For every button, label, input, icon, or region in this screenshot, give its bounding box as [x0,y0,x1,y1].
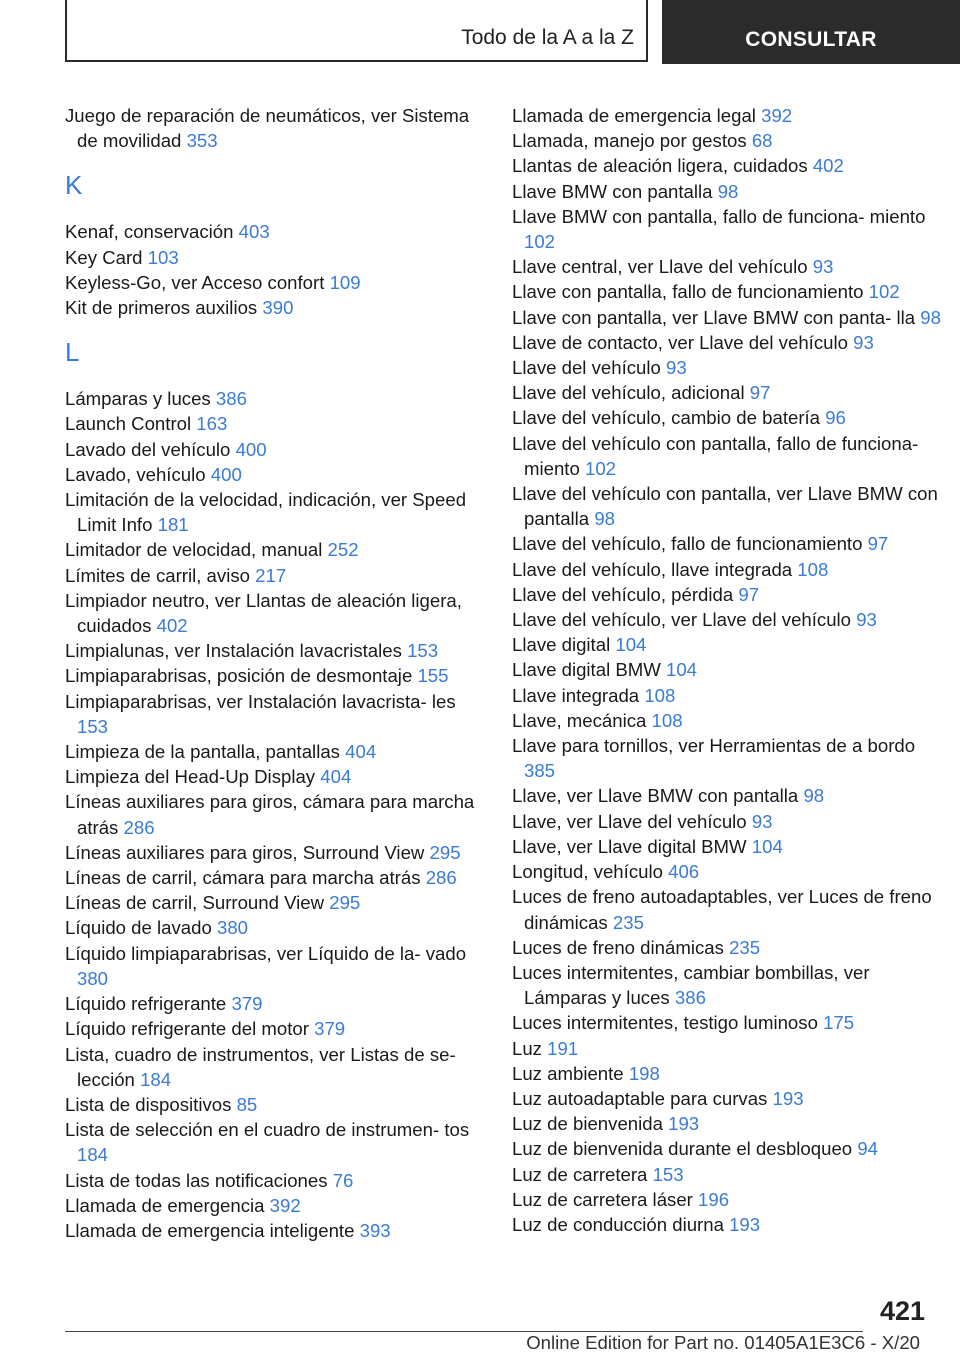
page-link[interactable]: 102 [524,231,556,253]
index-entry-text: Limpialunas, ver Instalación lavacristales [65,640,402,662]
page-link[interactable]: 153 [407,640,439,662]
index-entry-text: Keyless-Go, ver Acceso confort [65,271,325,293]
page-link[interactable]: 97 [738,583,760,605]
page-link[interactable]: 235 [612,911,644,933]
page-link[interactable]: 193 [668,1113,700,1135]
index-entry-text: Llamada de emergencia inteligente [65,1219,355,1241]
index-entry [512,330,942,355]
index-entry-text: Llave central, ver Llave del vehículo [512,256,808,278]
page-link[interactable]: 295 [329,892,361,914]
page-link[interactable]: 184 [77,1144,109,1166]
page-link[interactable]: 386 [674,987,706,1009]
index-entry [512,355,942,380]
index-entry-text: Llave del vehículo, adicional [512,382,745,404]
footer-edition: Online Edition for Part no. 01405A1E3C6 - X/20 [526,1332,920,1353]
index-entry [512,1136,942,1161]
index-entry [512,431,942,481]
index-entry-text: Luz de carretera [512,1163,648,1185]
page-link[interactable]: 98 [717,180,739,202]
page-link[interactable]: 153 [77,715,109,737]
page-link[interactable]: 108 [651,709,683,731]
index-entry [65,487,485,537]
index-entry-text: Limpieza de la pantalla, pantallas [65,741,340,763]
page-link[interactable]: 102 [868,281,900,303]
page-link[interactable]: 104 [615,634,647,656]
index-entry-text: Llave, ver Llave del vehículo [512,810,747,832]
index-entry [65,537,485,562]
index-entry-text: Llave digital [512,634,611,656]
index-entry [512,254,942,279]
page-link[interactable]: 295 [429,841,461,863]
index-entry-text: Key Card [65,246,143,268]
index-entry-text: Lista de todas las notificaciones [65,1169,328,1191]
page-link[interactable]: 104 [751,835,783,857]
index-entry [65,462,485,487]
index-entry [512,128,942,153]
page-link[interactable]: 402 [812,155,844,177]
index-entry [65,764,485,789]
page-link[interactable]: 379 [231,993,263,1015]
index-entry [512,632,942,657]
index-entry [512,935,942,960]
index-entry [65,1042,485,1092]
index-entry [65,588,485,638]
index-entry-text: Lista, cuadro de instrumentos, ver Listas de se‐ lección [65,1043,456,1090]
index-entry [512,834,942,859]
index-entry [512,1086,942,1111]
index-entry-text: Llave del vehículo, pérdida [512,583,734,605]
index-entry [512,179,942,204]
index-entry-text: Llave del vehículo, llave integrada [512,558,793,580]
index-entry [512,657,942,682]
index-entry-text: Limpiador neutro, ver Llantas de aleación ligera, cuidados [65,589,462,637]
page-link[interactable]: 155 [417,665,449,687]
section-letter: L [65,337,80,368]
index-entry-text: Luz de bienvenida durante el desbloqueo [512,1138,853,1160]
index-entry [512,733,942,783]
index-entry [512,1061,942,1086]
index-entry-text: Lista de selección en el cuadro de instrumen‐ tos [65,1119,470,1141]
index-entry-text: Luz de conducción diurna [512,1213,724,1235]
index-entry [65,1168,485,1193]
index-entry-text: Luz ambiente [512,1062,624,1084]
page-link[interactable]: 98 [920,306,941,328]
index-entry-text: Llantas de aleación ligera, cuidados [512,155,808,177]
index-entry [65,1016,485,1041]
index-entry-text: Lámparas y luces [65,388,211,410]
page-link[interactable]: 93 [812,256,834,278]
index-entry [512,557,942,582]
page-link[interactable]: 286 [425,867,457,889]
index-entry [512,708,942,733]
index-entry [512,204,942,254]
index-entry-text: Llave del vehículo con pantalla, ver Llave BMW con pantalla [512,483,938,530]
index-entry-text: Líquido limpiaparabrisas, ver Líquido de la‐ vado [65,942,467,964]
index-entry-text: Llave BMW con pantalla [512,180,713,202]
index-entry-text: Lista de dispositivos [65,1093,232,1115]
index-entry [512,1162,942,1187]
page-link[interactable]: 198 [628,1062,660,1084]
page-link[interactable]: 379 [314,1018,346,1040]
page-link[interactable]: 85 [236,1093,258,1115]
index-entry-text: Líquido refrigerante [65,993,227,1015]
index-entry-text: Luces intermitentes, cambiar bombillas, ver Lámparas y luces [512,961,870,1009]
index-entry [512,582,942,607]
index-entry [512,884,942,934]
index-entry-text: Llamada de emergencia [65,1194,265,1216]
page-link[interactable]: 98 [594,508,615,530]
index-entry [65,915,485,940]
index-entry-text: Llave del vehículo [512,357,661,379]
index-entry-text: Llave de contacto, ver Llave del vehículo [512,331,848,353]
index-entry [65,865,485,890]
index-entry-text: Llamada, manejo por gestos [512,130,747,152]
index-entry [512,380,942,405]
index-entry-text: Llave del vehículo, ver Llave del vehículo [512,609,852,631]
index-entry [512,783,942,808]
index-entry [65,840,485,865]
index-entry [65,295,485,320]
page-link[interactable]: 102 [584,457,617,479]
index-entry [65,941,485,991]
index-entry-text: Limpiaparabrisas, ver Instalación lavacrista‐ les [65,690,456,712]
index-entry-text: Líquido de lavado [65,917,212,939]
page-link[interactable]: 392 [269,1194,301,1216]
index-entry-text: Llave integrada [512,684,640,706]
index-entry-text: Luz de bienvenida [512,1113,663,1135]
index-entry-text: Llave con pantalla, fallo de funcionamiento [512,281,864,303]
page-link[interactable]: 175 [823,1012,855,1034]
index-entry-text: Llave del vehículo, cambio de batería [512,407,821,429]
index-entry-text: Luces intermitentes, testigo luminoso [512,1012,818,1034]
index-entry [512,103,942,128]
tab-consultar[interactable]: CONSULTAR [662,0,960,64]
index-entry-text: Launch Control [65,413,192,435]
page-link[interactable]: 380 [216,917,249,939]
index-entry-text: Límites de carril, aviso [65,564,250,586]
index-entry [65,739,485,764]
index-entry-text: Lavado del vehículo [65,438,231,460]
index-entry-text: Luces de freno autoadaptables, ver Luces de freno dinámicas [512,886,932,933]
page-link[interactable]: 193 [729,1213,761,1235]
index-entry-text: Luz [512,1037,542,1059]
index-entry [512,960,942,1010]
page-link[interactable]: 400 [235,438,267,460]
page-link[interactable]: 93 [856,609,877,631]
index-entry [512,1036,942,1061]
page-link[interactable]: 217 [255,564,287,586]
index-entry-text: Llamada de emergencia legal [512,105,756,126]
page-link[interactable]: 76 [332,1169,354,1191]
index-entry-text: Llave digital BMW [512,659,661,681]
page-link[interactable]: 163 [196,413,228,435]
index-entry [65,386,485,411]
page-link[interactable]: 103 [147,246,179,268]
index-entry-text: Llave con pantalla, ver Llave BMW con panta‐ lla [512,306,916,328]
page-link[interactable]: 93 [853,331,874,353]
index-entry [65,638,485,663]
index-entry-text: Luces de freno dinámicas [512,936,724,958]
index-entry [512,859,942,884]
index-entry-text: Llave del vehículo con pantalla, fallo de funciona‐ miento [512,432,919,479]
index-entry-text: Llave BMW con pantalla, fallo de funciona‐ miento [512,205,926,227]
page-link[interactable]: 108 [797,558,829,580]
index-entry-text: Llave, mecánica [512,709,647,731]
page-link[interactable]: 94 [857,1138,878,1160]
index-entry [65,663,485,688]
page-link[interactable]: 153 [652,1163,684,1185]
index-entry [65,1092,485,1117]
page-link[interactable]: 390 [262,297,294,319]
page-link[interactable]: 402 [156,615,188,637]
page-link[interactable]: 104 [665,659,698,681]
index-entry [512,607,942,632]
index-entry [512,279,942,304]
page-link[interactable]: 68 [751,130,773,152]
page-link[interactable]: 380 [77,967,109,989]
index-entry-text: Luz autoadaptable para curvas [512,1087,768,1109]
index-entry [65,245,485,270]
page-link[interactable]: 406 [668,861,700,883]
page-link[interactable]: 98 [803,785,825,807]
page-link[interactable]: 385 [524,760,556,782]
page-link[interactable]: 184 [140,1068,172,1090]
page-link[interactable]: 97 [867,533,889,555]
index-entry-text: Juego de reparación de neumáticos, ver Sistema de movilidad [65,105,470,152]
page-link[interactable]: 353 [186,130,218,152]
header [65,0,960,64]
index-entry-text: Limpieza del Head-Up Display [65,766,316,788]
index-entry [65,437,485,462]
page-link[interactable]: 181 [157,514,189,536]
index-entry-text: Lavado, vehículo [65,463,206,485]
page-link[interactable]: 196 [698,1188,730,1210]
page-link[interactable]: 286 [123,816,155,838]
index-entry [512,481,942,531]
page-link[interactable]: 93 [751,810,773,832]
index-entry-text: Limitación de la velocidad, indicación, ver Speed Limit Info [65,489,467,536]
index-entry-text: Luz de carretera láser [512,1188,693,1210]
page-link[interactable]: 393 [359,1219,391,1241]
index-entry-text: Llave, ver Llave digital BMW [512,835,747,857]
index-entry-text: Kit de primeros auxilios [65,297,258,319]
page-link[interactable]: 109 [329,271,361,293]
index-entry [65,219,485,244]
page-link[interactable]: 93 [666,357,687,379]
index-entry [65,1117,485,1167]
index-column-right [512,103,942,1237]
index-entry-text: Líneas de carril, Surround View [65,892,325,914]
page-number: 421 [879,1296,925,1326]
index-entry [512,531,942,556]
page-link[interactable]: 400 [210,463,242,485]
tab-a-to-z[interactable]: Todo de la A a la Z [65,0,648,62]
index-entry-text: Líneas auxiliares para giros, Surround View [65,841,425,863]
index-entry-text: Llave para tornillos, ver Herramientas de a bordo [512,735,916,757]
index-entry [512,1212,942,1237]
index-entry-text: Líneas de carril, cámara para marcha atrás [65,867,421,889]
page-link[interactable]: 386 [215,388,247,410]
page-link[interactable]: 403 [238,221,270,243]
index-column-left [65,103,485,1243]
index-entry [512,1010,942,1035]
index-entry [65,991,485,1016]
index-entry [65,411,485,436]
index-entry [512,305,942,330]
page-link[interactable]: 404 [320,766,352,788]
index-entry [512,1187,942,1212]
page-link[interactable]: 252 [327,539,359,561]
page-link[interactable]: 97 [749,382,771,404]
index-entry [512,683,942,708]
index-entry [65,890,485,915]
index-entry [512,405,942,430]
index-entry [65,1193,485,1218]
page-link[interactable]: 191 [547,1037,579,1059]
index-entry-text: Líneas auxiliares para giros, cámara para marcha atrás [65,791,475,838]
index-entry [65,103,485,153]
index-entry [65,689,485,739]
index-entry [512,809,942,834]
page-link[interactable]: 96 [825,407,846,429]
page-link[interactable]: 235 [729,936,761,958]
index-entry-text: Limpiaparabrisas, posición de desmontaje [65,665,413,687]
index-entry-text: Limitador de velocidad, manual [65,539,323,561]
index-entry [65,1218,485,1243]
index-entry-text: Llave, ver Llave BMW con pantalla [512,785,799,807]
index-entry [512,1111,942,1136]
page-link[interactable]: 193 [772,1087,804,1109]
index-entry-text: Kenaf, conservación [65,221,234,243]
index-entry-text: Llave del vehículo, fallo de funcionamiento [512,533,863,555]
index-entry [512,153,942,178]
page-link[interactable]: 404 [345,741,377,763]
index-entry-text: Líquido refrigerante del motor [65,1018,309,1040]
index-entry-text: Longitud, vehículo [512,861,663,883]
section-letter: K [65,170,83,201]
index-entry [65,563,485,588]
page-link[interactable]: 108 [644,684,676,706]
page-link[interactable]: 392 [761,105,793,126]
index-entry [65,789,485,839]
index-entry [65,270,485,295]
